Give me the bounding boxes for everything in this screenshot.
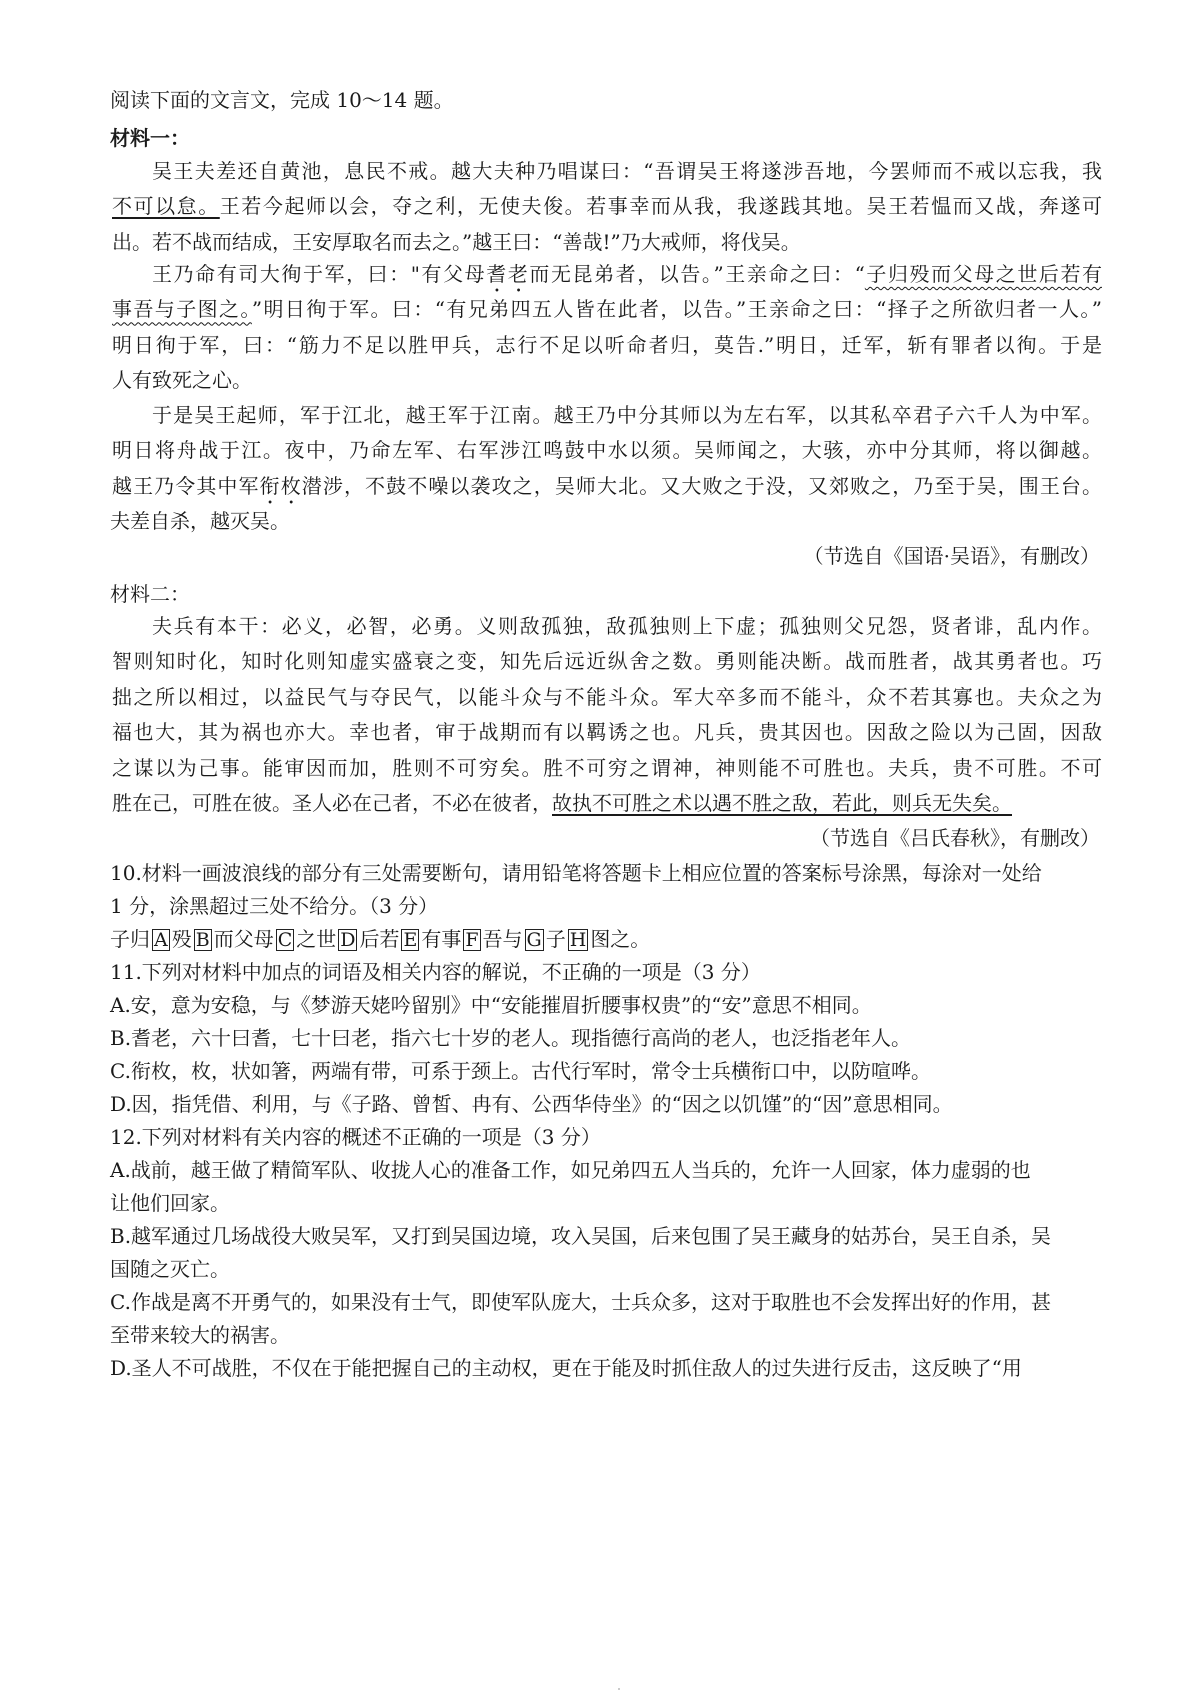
dotted-word: 衔: [259, 473, 281, 498]
text-run: 后若: [359, 927, 400, 951]
material-one-last-line: 夫差自杀，越灭吴。: [110, 509, 290, 533]
text-run: 福也大，其为祸也亦大。幸也者，审于战期而有以羁诱之也。凡兵，贵其因也。因敌之险以为己固，因敌: [112, 720, 1102, 745]
text-line: [112, 154, 1102, 189]
text-run: 越王乃令其中军: [112, 473, 260, 498]
text-run: 智则知时化，知时化则知虚实盛衰之变，知先后远近纵舍之数。勇则能决断。战而胜者，战其勇者也。巧: [112, 649, 1102, 674]
text-line: [112, 751, 1102, 786]
underlined-text: 不可以怠。: [112, 194, 220, 219]
text-line: [112, 292, 1102, 327]
text-run: 潜涉，不鼓不噪以袭攻之，吴师大北。又大败之于没，又郊败之，乃至于吴，围王台。: [301, 473, 1102, 498]
dotted-word: 枚: [280, 473, 302, 498]
text-run: 胜在己，可胜在彼。圣人必在己者，不必在彼者，: [112, 790, 552, 815]
answer-option-d[interactable]: D.因，指凭借、利用，与《子路、曾皙、冉有、公西华侍坐》的“因之以饥馑”的“因”意思相同。: [110, 1092, 953, 1116]
question-10: [110, 857, 1100, 956]
option-box-a[interactable]: A: [154, 929, 168, 951]
material-one-title: 材料一：: [110, 126, 190, 150]
text-line: [112, 398, 1102, 433]
answer-option-a-cont[interactable]: 让他们回家。: [110, 1191, 230, 1215]
text-run: 而父母: [213, 927, 274, 951]
option-box-b[interactable]: B: [195, 929, 210, 951]
text-run: 有事: [421, 927, 462, 951]
question-stem: 11.下列对材料中加点的词语及相关内容的解说，不正确的一项是（3 分）: [110, 960, 761, 984]
material-two-title: 材料二：: [110, 582, 190, 606]
break-options-line: [110, 923, 1100, 956]
answer-option-b[interactable]: B.越军通过几场战役大败吴军，又打到吴国边境，攻入吴国，后来包围了吴王藏身的姑苏台，吴王自杀，吴: [110, 1224, 1052, 1248]
wavy-underlined-text: 子归殁而父母之世后若有: [864, 262, 1102, 286]
option-box-e[interactable]: E: [403, 929, 418, 951]
text-run: 王若今起师以会，夺之利，无使夫俊。若事幸而从我，我遂践其地。吴王若愠而又战，奔遂可: [219, 194, 1102, 219]
text-line: [112, 715, 1102, 750]
answer-option-a[interactable]: A.安，意为安稳，与《梦游天姥吟留别》中“安能摧眉折腰事权贵”的“安”意思不相同。: [110, 993, 872, 1017]
question-stem: 12.下列对材料有关内容的概述不正确的一项是（3 分）: [110, 1125, 601, 1149]
text-run: 王乃命有司大徇于军，曰："有父母: [152, 262, 487, 286]
dotted-word: 耆: [486, 262, 508, 286]
text-line: [112, 225, 1102, 260]
option-box-f[interactable]: F: [465, 929, 479, 951]
text-run: 子归: [110, 927, 150, 951]
text-run: 之世: [296, 927, 337, 951]
text-run: ”明日徇于军。曰：“有兄弟四五人皆在此者，以告。”王亲命之曰：“择子之所欲归者一人。”: [251, 297, 1102, 322]
option-box-g[interactable]: G: [526, 929, 542, 951]
text-run: 而无昆弟者，以告。”王亲命之曰：“: [529, 262, 865, 286]
text-line: [112, 257, 1102, 292]
text-line: [112, 786, 1102, 821]
option-box-h[interactable]: H: [569, 929, 587, 951]
footer-mark: [618, 1688, 620, 1690]
text-line: [112, 609, 1102, 644]
text-run: 明日将舟战于江。夜中，乃命左军、右军涉江鸣鼓中水以须。吴师闻之，大骇，亦中分其师，将以御越。: [112, 438, 1102, 463]
text-run: 图之。: [590, 927, 651, 951]
text-run: 拙之所以相过，以益民气与夺民气，以能斗众与不能斗众。军大卒多而不能斗，众不若其寡也。夫众之为: [112, 684, 1102, 709]
question-line: 10.材料一画波浪线的部分有三处需要断句，请用铅笔将答题卡上相应位置的答案标号涂黑，每涂对一处给: [110, 861, 1042, 885]
text-line: [112, 469, 1102, 504]
underlined-text: 故执不可胜之术以遇不胜之敌，若此，则兵无失矣。: [552, 790, 1012, 815]
material-one-paragraph-2: [112, 257, 1102, 399]
text-run: 于是吴王起师，军于江北，越王军于江南。越王乃中分其师以为左右军，以其私卒君子六千人为中军。: [152, 403, 1102, 427]
material-one-source: （节选自《国语·吴语》，有删改）: [803, 544, 1100, 568]
answer-option-c[interactable]: C.作战是离不开勇气的，如果没有士气，即使军队庞大，士兵众多，这对于取胜也不会发挥出好的作用，甚: [110, 1290, 1051, 1314]
text-run: 明日徇于军，曰：“筋力不足以胜甲兵，志行不足以听命者归，莫告.”明日，迁军，斩有罪者以徇。于是: [112, 332, 1102, 357]
wavy-underlined-text: 事吾与子图之。: [112, 297, 252, 322]
question-line: 1 分，涂黑超过三处不给分。（3 分）: [110, 894, 439, 918]
option-box-c[interactable]: C: [277, 929, 293, 951]
text-run: 夫兵有本干：必义，必智，必勇。义则敌孤独，敌孤独则上下虚；孤独则父兄怨，贤者诽，乱内作。: [152, 614, 1102, 638]
material-two-paragraph: [112, 609, 1102, 821]
text-run: 之谋以为己事。能审因而加，胜则不可穷矣。胜不可穷之谓神，神则能不可胜也。夫兵，贵不可胜。不可: [112, 755, 1102, 780]
answer-option-b[interactable]: B.耆老，六十曰耆，七十曰老，指六七十岁的老人。现指德行高尚的老人，也泛指老年人。: [110, 1026, 912, 1050]
answer-option-d[interactable]: D.圣人不可战胜，不仅在于能把握自己的主动权，更在于能及时抓住敌人的过失进行反击，这反映了“用: [110, 1356, 1022, 1380]
material-two-source: （节选自《吕氏春秋》，有删改）: [810, 826, 1100, 850]
answer-option-a[interactable]: A.战前，越王做了精简军队、收拢人心的准备工作，如兄弟四五人当兵的，允许一人回家，体力虚弱的也: [110, 1158, 1031, 1182]
intro-line: 阅读下面的文言文，完成 10～14 题。: [110, 88, 454, 112]
text-line: [112, 363, 1102, 398]
text-line: [112, 644, 1102, 679]
option-box-d[interactable]: D: [340, 929, 356, 951]
material-one-paragraph-1: [112, 154, 1102, 260]
question-12: [110, 1121, 1100, 1385]
text-run: 子: [545, 927, 566, 951]
text-line: [112, 189, 1102, 224]
text-line: [112, 328, 1102, 363]
text-run: 出。若不战而结成，王安厚取名而去之。”越王曰：“善哉!”乃大戒师，将伐吴。: [112, 229, 801, 254]
answer-option-b-cont[interactable]: 国随之灭亡。: [110, 1257, 230, 1281]
text-run: 吾与: [482, 927, 523, 951]
question-11: [110, 956, 1100, 1121]
answer-option-c[interactable]: C.衔枚，枚，状如箸，两端有带，可系于颈上。古代行军时，常令士兵横衔口中，以防喧哗。: [110, 1059, 931, 1083]
material-one-paragraph-3: [112, 398, 1102, 504]
text-run: 吴王夫差还自黄池，息民不戒。越大夫种乃唱谋曰：“吾谓吴王将遂涉吾地，今罢师而不戒以忘我，我: [152, 159, 1102, 183]
text-run: 殁: [171, 927, 192, 951]
text-line: [112, 433, 1102, 468]
text-line: [112, 680, 1102, 715]
answer-option-c-cont[interactable]: 至带来较大的祸害。: [110, 1323, 290, 1347]
dotted-word: 老: [507, 262, 530, 286]
text-run: 人有致死之心。: [112, 368, 252, 393]
